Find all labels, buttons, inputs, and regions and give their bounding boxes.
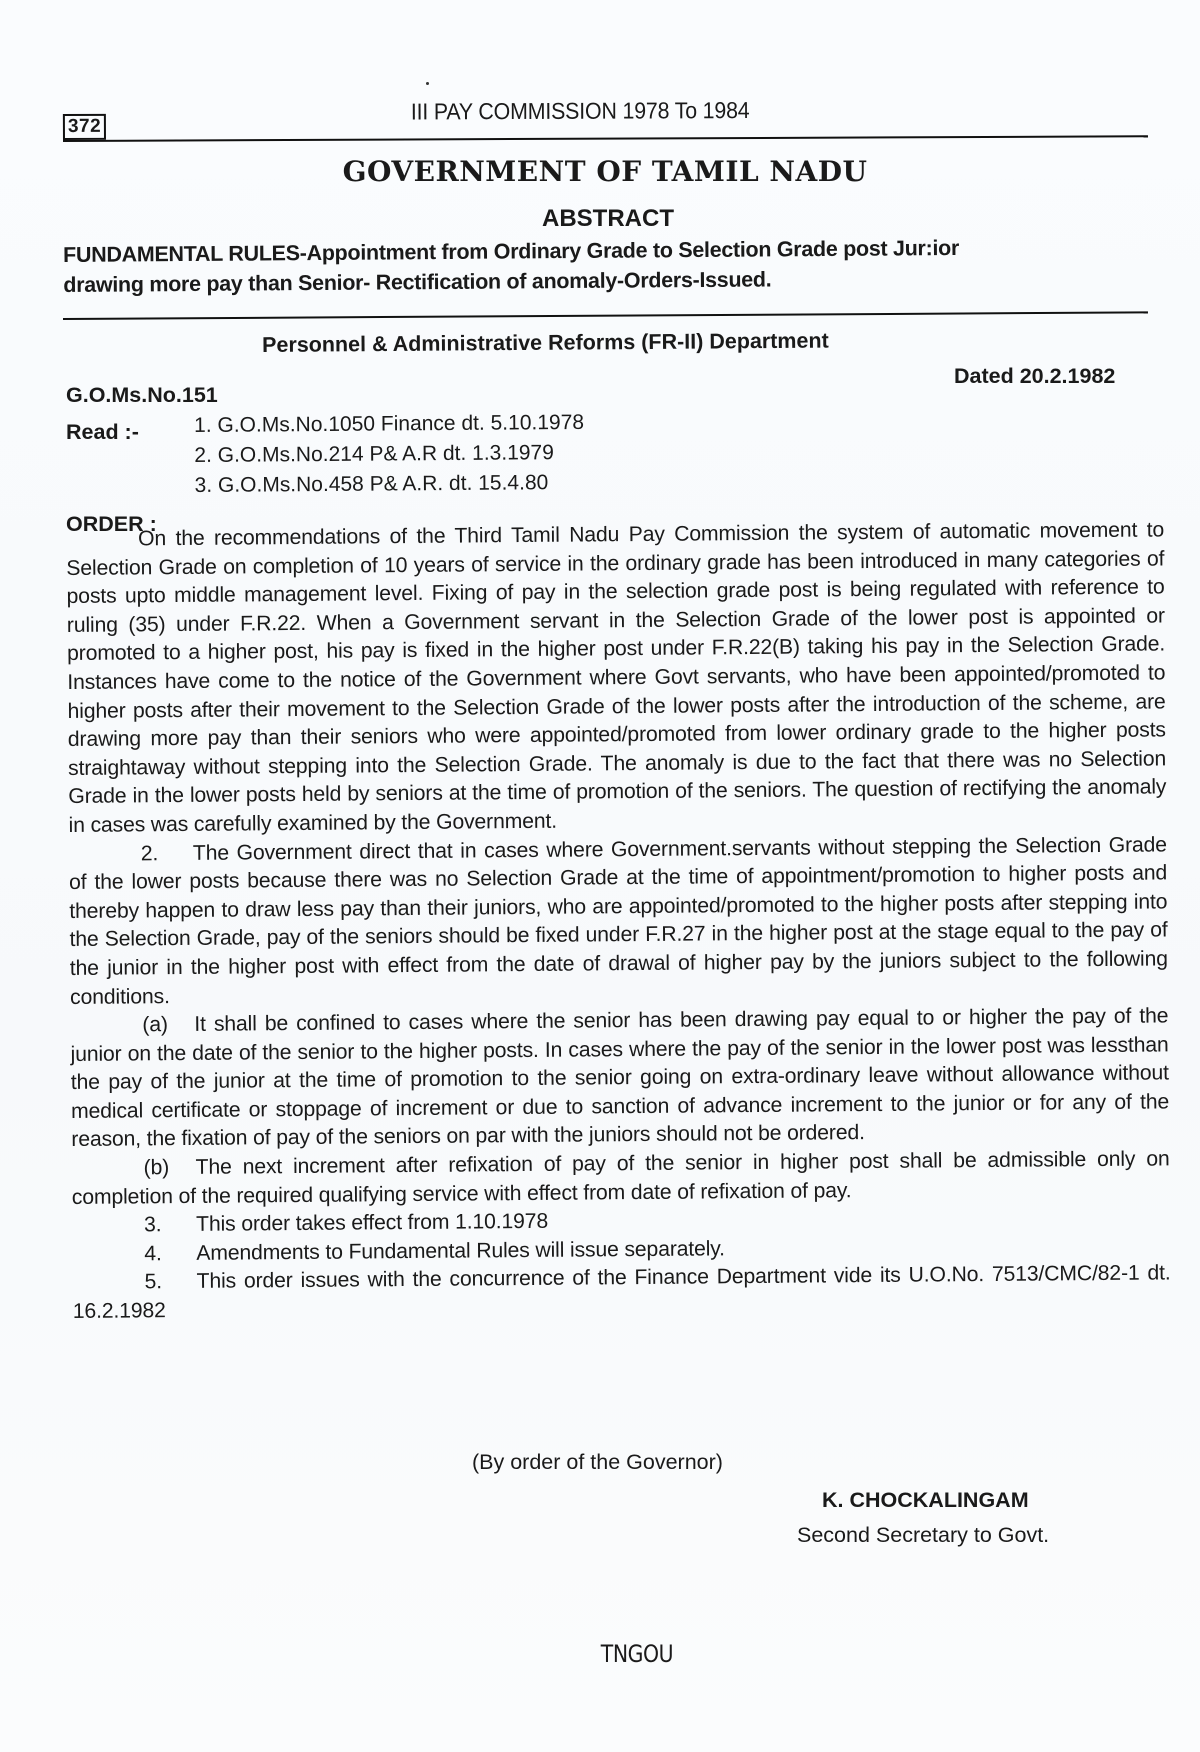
paragraph-text: This order issues with the concurrence of the Finance Department vide its U.O.No. 7513/CMC/82-1 dt. 16.2.1982 xyxy=(72,1261,1171,1324)
read-reference-item: 3. G.O.Ms.No.458 P& A.R. dt. 15.4.80 xyxy=(194,471,549,497)
condition-label: (b) xyxy=(143,1156,170,1180)
running-header-title: III PAY COMMISSION 1978 To 1984 xyxy=(410,97,750,125)
read-label: Read :- xyxy=(66,420,139,444)
order-body xyxy=(66,516,1171,1326)
condition-label: (a) xyxy=(142,1013,168,1037)
read-reference-item: 2. G.O.Ms.No.214 P& A.R dt. 1.3.1979 xyxy=(194,441,554,467)
running-header xyxy=(63,95,1148,142)
department: Personnel & Administrative Reforms (FR-II) Department xyxy=(262,328,829,357)
read-references xyxy=(194,408,585,501)
paragraph-1: On the recommendations of the Third Tamil Nadu Pay Commission the system of automatic movement to Selection Grade on completion of 10 years of service in the ordinary grade has been introduced in many categories of posts upto middle management level. Fixing of pay in the selection grade post is being regulated with reference to ruling (35) under F.R.22. When a Government servant in the Selection Grade of the lower post is appointed or promoted to a higher post, his pay is fixed in the higher post under F.R.22(B) taking his pay in the Selection Grade. Instances have come to the notice of the Government where Govt servants, who have been appointed/promoted to higher posts after their movement to the Selection Grade of the lower posts after the introduction of the scheme, are drawing more pay than their seniors who were appointed/promoted from lower ordinary grade to the higher posts straightaway without stepping into the Selection Grade. The anomaly is due to the fact that there was no Selection Grade in the lower posts held by seniors at the time of promotion of the seniors. The question of rectifying the anomaly in cases was carefully examined by the Government. xyxy=(66,518,1167,837)
paragraph-number: 4. xyxy=(144,1242,162,1266)
subject-divider xyxy=(63,311,1148,320)
subject-heading xyxy=(63,231,1148,300)
condition-b xyxy=(71,1145,1169,1212)
footer-watermark: TNGOU xyxy=(600,1640,674,1668)
paragraph-number: 5. xyxy=(144,1270,163,1294)
paragraph-text: The Government direct that in cases where Government.servants without stepping the Selection Grade of the lower posts because there was no Selection Grade at the time of appointment/promotion to higher posts and thereby happen to draw less pay than their juniors, who are appointed/promoted to the higher posts after stepping into the Selection Grade, pay of the seniors should be fixed under F.R.27 in the higher post at the stage equal to the pay of the junior in the higher post with effect from the date of drawal of higher pay by the juniors subject to the following conditions. xyxy=(69,832,1168,1009)
abstract-heading: ABSTRACT xyxy=(542,205,674,232)
paragraph-text: Amendments to Fundamental Rules will issue separately. xyxy=(196,1237,725,1265)
read-reference-item: 1. G.O.Ms.No.1050 Finance dt. 5.10.1978 xyxy=(194,410,585,437)
scan-speck xyxy=(426,82,429,85)
by-order-of-governor: (By order of the Governor) xyxy=(472,1450,723,1474)
page-number: 372 xyxy=(63,114,106,140)
condition-a xyxy=(70,1002,1169,1155)
paragraph-text: This order takes effect from 1.10.1978 xyxy=(196,1210,549,1237)
subject-line: FUNDAMENTAL RULES-Appointment from Ordinary Grade to Selection Grade post Jur:ior xyxy=(63,235,960,267)
government-title-text: GOVERNMENT OF TAMIL NADU xyxy=(342,155,868,188)
paragraph-number: 3. xyxy=(144,1213,162,1237)
order-label: ORDER : xyxy=(66,512,157,536)
dated: Dated 20.2.1982 xyxy=(954,364,1116,388)
signatory-designation: Second Secretary to Govt. xyxy=(797,1523,1050,1547)
signatory-name: K. CHOCKALINGAM xyxy=(822,1488,1029,1512)
go-number: G.O.Ms.No.151 xyxy=(66,383,218,407)
condition-text: The next increment after refixation of pay of the senior in higher post shall be admissible only on completion of the required qualifying service with effect from date of refixation of pay. xyxy=(71,1147,1170,1209)
condition-text: It shall be confined to cases where the senior has been drawing pay equal to or higher the pay of the junior on the date of the senior to the higher posts. In cases where the pay of the senior in the lower post was lessthan the pay of the junior at the time of promotion to the senior going on extra-ordinary leave without allowance without medical certificate or stoppage of increment or due to sanction of advance increment to the junior or for any of the reason, the fixation of pay of the seniors on par with the juniors should not be ordered. xyxy=(70,1004,1170,1152)
paragraph-5 xyxy=(72,1260,1170,1327)
paragraph-2 xyxy=(69,831,1168,1012)
paragraph-number: 2. xyxy=(140,841,159,865)
subject-line: drawing more pay than Senior- Rectification of anomaly-Orders-Issued. xyxy=(63,267,772,297)
government-title xyxy=(0,155,1200,188)
